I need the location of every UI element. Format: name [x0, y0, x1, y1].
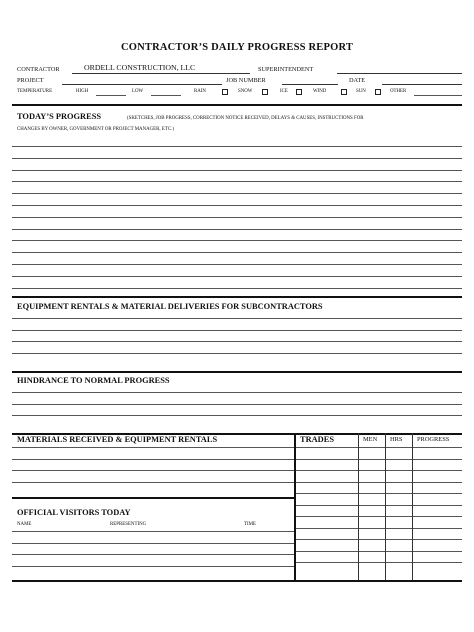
men-header: MEN [363, 436, 378, 443]
trades-line[interactable] [296, 482, 462, 483]
trades-line[interactable] [296, 516, 462, 517]
rain-label: RAIN [194, 89, 206, 94]
trades-line[interactable] [296, 528, 462, 529]
todays-progress-heading: TODAY’S PROGRESS [17, 112, 102, 121]
low-line[interactable] [151, 95, 181, 96]
progress-line[interactable] [12, 158, 462, 159]
hindrance-line[interactable] [12, 415, 462, 416]
progress-line[interactable] [12, 170, 462, 171]
high-label: HIGH [76, 89, 89, 94]
trades-line[interactable] [296, 551, 462, 552]
visitors-heading: OFFICIAL VISITORS TODAY [17, 508, 131, 517]
visitor-representing-header: REPRESENTING [110, 522, 147, 527]
contractor-line [72, 73, 250, 74]
hindrance-line[interactable] [12, 392, 462, 393]
visitor-line[interactable] [12, 531, 294, 532]
hrs-column-border [385, 433, 386, 580]
progress-line[interactable] [12, 205, 462, 206]
date-label: DATE [349, 77, 366, 84]
visitor-line[interactable] [12, 566, 294, 567]
progress-header: PROGRESS [417, 436, 450, 443]
trades-line[interactable] [296, 539, 462, 540]
contractor-value[interactable]: ORDELL CONSTRUCTION, LLC [84, 63, 196, 72]
progress-line[interactable] [12, 146, 462, 147]
low-label: LOW [132, 89, 144, 94]
progress-line[interactable] [12, 217, 462, 218]
progress-line[interactable] [12, 288, 462, 289]
progress-line[interactable] [12, 240, 462, 241]
progress-line[interactable] [12, 252, 462, 253]
visitor-name-header: NAME [17, 522, 32, 527]
header-divider [12, 104, 462, 106]
project-line[interactable] [62, 84, 222, 85]
trades-line[interactable] [296, 459, 462, 460]
other-label: OTHER [390, 89, 407, 94]
equipment-line[interactable] [12, 341, 462, 342]
trades-line[interactable] [296, 470, 462, 471]
todays-progress-note-2: CHANGES BY OWNER, GOVERNMENT OR PROJECT MANAGER, ETC.) [17, 127, 174, 132]
snow-label: SNOW [238, 89, 253, 94]
hrs-header: HRS [390, 436, 403, 443]
visitor-line[interactable] [12, 554, 294, 555]
progress-line[interactable] [12, 276, 462, 277]
materials-line[interactable] [12, 459, 294, 460]
contractor-label: CONTRACTOR [17, 66, 60, 73]
temperature-label: TEMPERATURE [17, 89, 53, 94]
progress-column-border [412, 433, 413, 580]
men-column-border [358, 433, 359, 580]
date-line[interactable] [382, 84, 462, 85]
ice-checkbox[interactable] [296, 89, 302, 95]
materials-heading: MATERIALS RECEIVED & EQUIPMENT RENTALS [17, 435, 218, 444]
materials-line[interactable] [12, 447, 294, 448]
todays-progress-note-1: (SKETCHES, JOB PROGRESS, CORRECTION NOTICE RECEIVED, DELAYS & CAUSES, INSTRUCTIONS FOR [127, 116, 364, 121]
other-line[interactable] [414, 95, 462, 96]
rain-checkbox[interactable] [222, 89, 228, 95]
equipment-line[interactable] [12, 330, 462, 331]
trades-line[interactable] [296, 562, 462, 563]
progress-line[interactable] [12, 193, 462, 194]
hindrance-line[interactable] [12, 404, 462, 405]
trades-header: TRADES [300, 435, 334, 444]
superintendent-label: SUPERINTENDENT [258, 66, 314, 73]
hindrance-heading: HINDRANCE TO NORMAL PROGRESS [17, 376, 170, 385]
materials-divider [12, 497, 294, 499]
bottom-border [12, 580, 462, 582]
job-number-line[interactable] [282, 84, 338, 85]
equipment-line[interactable] [12, 353, 462, 354]
materials-line[interactable] [12, 482, 294, 483]
progress-line[interactable] [12, 229, 462, 230]
superintendent-line[interactable] [337, 73, 462, 74]
trades-line[interactable] [296, 447, 462, 448]
visitor-line[interactable] [12, 543, 294, 544]
snow-checkbox[interactable] [262, 89, 268, 95]
visitor-time-header: TIME [244, 522, 256, 527]
materials-line[interactable] [12, 470, 294, 471]
progress-line[interactable] [12, 181, 462, 182]
trades-left-border [294, 433, 296, 580]
progress-line[interactable] [12, 264, 462, 265]
sun-label: SUN [356, 89, 366, 94]
progress-divider [12, 296, 462, 298]
project-label: PROJECT [17, 77, 44, 84]
high-line[interactable] [96, 95, 126, 96]
ice-label: ICE [280, 89, 288, 94]
job-number-label: JOB NUMBER [226, 77, 266, 84]
sun-checkbox[interactable] [375, 89, 381, 95]
equipment-line[interactable] [12, 318, 462, 319]
trades-line[interactable] [296, 493, 462, 494]
equipment-heading: EQUIPMENT RENTALS & MATERIAL DELIVERIES FOR SUBCONTRACTORS [17, 302, 323, 311]
wind-label: WIND [313, 89, 327, 94]
report-title: CONTRACTOR’S DAILY PROGRESS REPORT [120, 42, 354, 53]
equipment-divider [12, 371, 462, 373]
trades-line[interactable] [296, 505, 462, 506]
wind-checkbox[interactable] [341, 89, 347, 95]
